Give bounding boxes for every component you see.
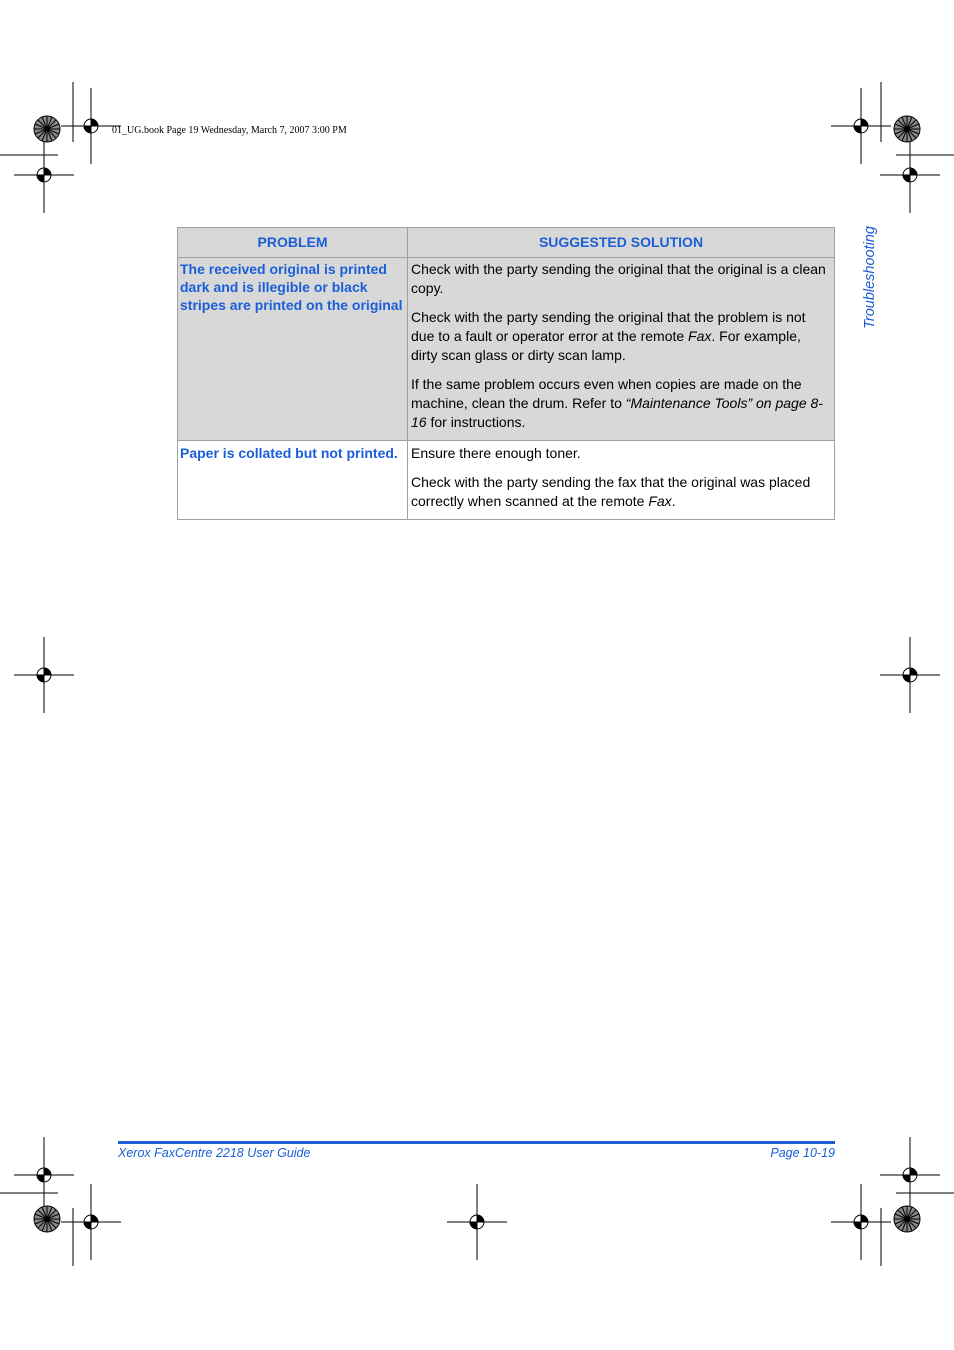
print-slug: 01_UG.book Page 19 Wednesday, March 7, 2007 3:00 PM xyxy=(112,125,347,136)
column-header-problem: PROBLEM xyxy=(178,228,408,258)
footer-rule xyxy=(118,1141,835,1144)
solution-paragraph: Check with the party sending the original that the problem is not due to a fault or operator error at the remote Fax. For example, dirty scan glass or dirty scan lamp. xyxy=(411,309,806,363)
table-row xyxy=(178,258,835,441)
solution-paragraph: Check with the party sending the original that the original is a clean copy. xyxy=(411,261,826,296)
column-header-solution: SUGGESTED SOLUTION xyxy=(408,228,835,258)
table-row xyxy=(178,441,835,520)
problem-cell: The received original is printed dark and is illegible or black stripes are printed on the original xyxy=(178,258,408,441)
solution-paragraph: If the same problem occurs even when copies are made on the machine, clean the drum. Refer to “Maintenance Tools” on page 8-16 for instructions. xyxy=(411,376,823,430)
footer-guide-title: Xerox FaxCentre 2218 User Guide xyxy=(118,1146,311,1160)
section-tab: Troubleshooting xyxy=(862,226,878,329)
troubleshooting-table xyxy=(177,227,835,520)
solution-paragraph: Check with the party sending the fax that the original was placed correctly when scanned at the remote Fax. xyxy=(411,474,811,509)
solution-paragraph: Ensure there enough toner. xyxy=(411,445,581,461)
table-header-row xyxy=(178,228,835,258)
emphasis: Fax xyxy=(648,493,672,509)
emphasis: Fax xyxy=(688,328,712,344)
footer-page-number: Page 10-19 xyxy=(770,1146,835,1160)
problem-cell: Paper is collated but not printed. xyxy=(178,441,408,520)
cross-reference: “Maintenance Tools” on page 8-16 xyxy=(411,395,823,430)
solution-cell xyxy=(408,258,835,441)
solution-cell xyxy=(408,441,835,520)
